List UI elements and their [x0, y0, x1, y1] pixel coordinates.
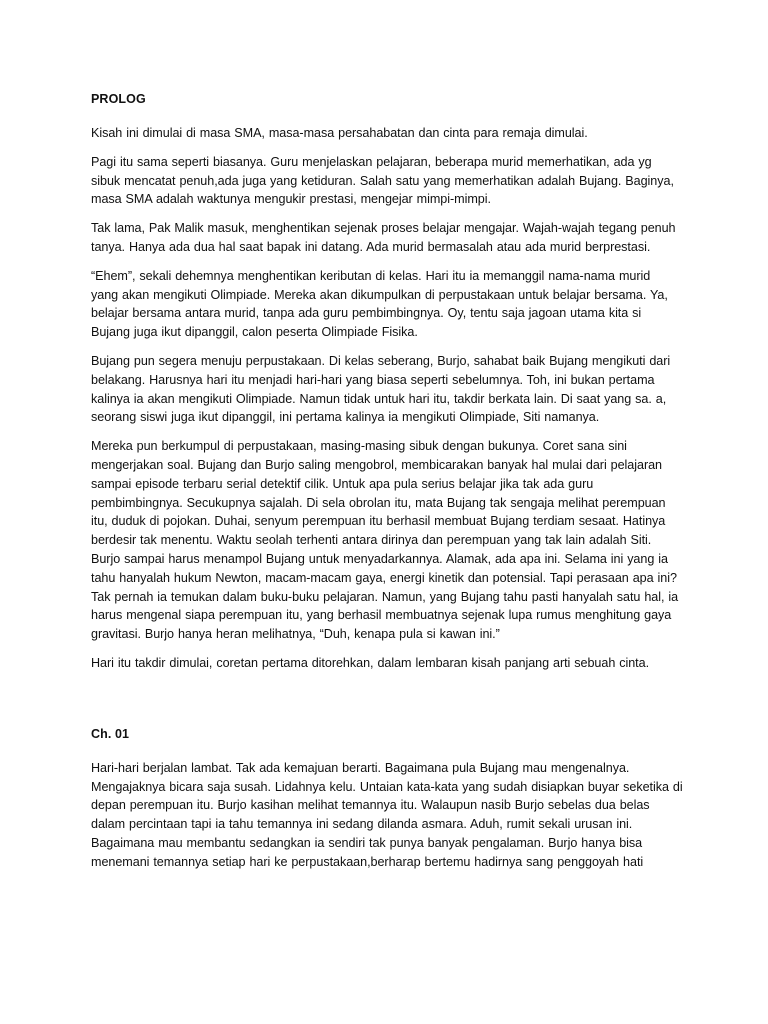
- text-line: Tak lama, Pak Malik masuk, menghentikan sejenak proses belajar mengajar. Wajah-wajah tegang penuh: [91, 221, 676, 236]
- text-line: belajar bersama antara murid, tanpa ada guru pembimbingnya. Oy, tentu saja jagoan utama kita si: [91, 306, 642, 321]
- text-line: Burjo sampai harus menampol Bujang untuk menyadarkannya. Alamak, ada apa ini. Selama ini yang ia: [91, 551, 668, 566]
- text-line: menemani temannya setiap hari ke perpustakaan,berharap bertemu hadirnya sang penggoyah hati: [91, 854, 644, 869]
- text-line: sampai episode terbaru serial detektif cilik. Untuk apa pula serius belajar jika tak ada guru: [91, 476, 594, 491]
- paragraph: [91, 219, 689, 257]
- text-line: Bagaimana mau membantu sedangkan ia sendiri tak punya banyak pengalaman. Burjo hanya bisa: [91, 835, 643, 850]
- text-line: harus mengenal siapa perempuan itu, yang berhasil membuatnya sejenak lupa rumus menghitung gaya: [91, 608, 672, 623]
- text-line: Bujang juga ikut dipanggil, calon peserta Olimpiade Fisika.: [91, 325, 418, 340]
- text-line: tahu hanyalah hukum Newton, macam-macam gaya, energi kinetik dan potensial. Tapi perasaan apa ini?: [91, 570, 677, 585]
- paragraph: [91, 654, 689, 673]
- text-line: Hari itu takdir dimulai, coretan pertama ditorehkan, dalam lembaran kisah panjang arti sebuah cinta.: [91, 655, 650, 670]
- text-line: seorang siswi juga ikut dipanggil, ini pertama kalinya ia mengikuti Olimpiade, Siti namanya.: [91, 410, 600, 425]
- text-line: dalam percintaan tapi ia tahu temannya ini sedang dilanda asmara. Aduh, rumit sekali urusan ini.: [91, 817, 633, 832]
- text-line: Pagi itu sama seperti biasanya. Guru menjelaskan pelajaran, beberapa murid memerhatikan, ada yg: [91, 154, 652, 169]
- paragraph: [91, 352, 689, 427]
- text-line: masa SMA adalah waktunya mengukir prestasi, mengejar mimpi-mimpi.: [91, 192, 491, 207]
- text-line: Tak pernah ia temukan dalam buku-buku pelajaran. Namun, yang Bujang tahu pasti hanyalah satu hal, ia: [91, 589, 679, 604]
- text-line: belakang. Harusnya hari itu menjadi hari-hari yang biasa seperti sebelumnya. Toh, ini bukan pertama: [91, 372, 655, 387]
- text-line: kalinya ia akan mengikuti Olimpiade. Namun tidak untuk hari itu, takdir berkata lain. Di saat yang sa. a,: [91, 391, 667, 406]
- section-spacer: [91, 683, 689, 725]
- text-line: sibuk mencatat penuh,ada juga yang ketiduran. Salah satu yang memerhatikan adalah Bujang. Baginya,: [91, 173, 674, 188]
- text-line: Bujang pun segera menuju perpustakaan. Di kelas seberang, Burjo, sahabat baik Bujang mengikuti dari: [91, 353, 671, 368]
- text-line: pembimbingnya. Secukupnya sajalah. Di sela obrolan itu, mata Bujang tak sengaja melihat perempuan: [91, 495, 666, 510]
- paragraph: [91, 759, 689, 872]
- text-line: “Ehem”, sekali dehemnya menghentikan keributan di kelas. Hari itu ia memanggil nama-nama murid: [91, 268, 651, 283]
- paragraph: [91, 437, 689, 644]
- text-line: Kisah ini dimulai di masa SMA, masa-masa persahabatan dan cinta para remaja dimulai.: [91, 126, 588, 140]
- text-line: Mengajaknya bicara saja susah. Lidahnya kelu. Untaian kata-kata yang sudah disiapkan buyar seketika di: [91, 779, 683, 794]
- text-line: Mereka pun berkumpul di perpustakaan, masing-masing sibuk dengan bukunya. Coret sana sini: [91, 439, 627, 454]
- text-line: yang akan mengikuti Olimpiade. Mereka akan dikumpulkan di perpustakaan untuk belajar bersama. Ya,: [91, 287, 668, 302]
- text-line: depan perempuan itu. Burjo kasihan melihat temannya itu. Walaupun nasib Burjo sebelas dua belas: [91, 798, 650, 813]
- text-line: Hari-hari berjalan lambat. Tak ada kemajuan berarti. Bagaimana pula Bujang mau mengenalnya.: [91, 760, 630, 775]
- text-line: mengerjakan soal. Bujang dan Burjo saling mengobrol, membicarakan banyak hal mulai dari pelajaran: [91, 457, 662, 472]
- paragraph: [91, 267, 689, 342]
- text-line: berdesir tak menentu. Waktu seolah terhenti antara dirinya dan perempuan yang tak lain adalah Siti.: [91, 533, 652, 548]
- paragraph: [91, 153, 689, 209]
- text-line: gravitasi. Burjo hanya heran melihatnya, “Duh, kenapa pula si kawan ini.”: [91, 627, 500, 642]
- section-title: Ch. 01: [91, 726, 130, 741]
- paragraph: [91, 124, 689, 143]
- text-line: tanya. Hanya ada dua hal saat bapak ini datang. Ada murid bermasalah atau ada murid berprestasi.: [91, 239, 651, 254]
- section-title: PROLOG: [91, 92, 146, 106]
- text-line: itu, duduk di pojokan. Duhai, senyum perempuan itu berhasil membuat Bujang terdiam sesaat. Hatinya: [91, 514, 666, 529]
- document-body: [91, 90, 689, 882]
